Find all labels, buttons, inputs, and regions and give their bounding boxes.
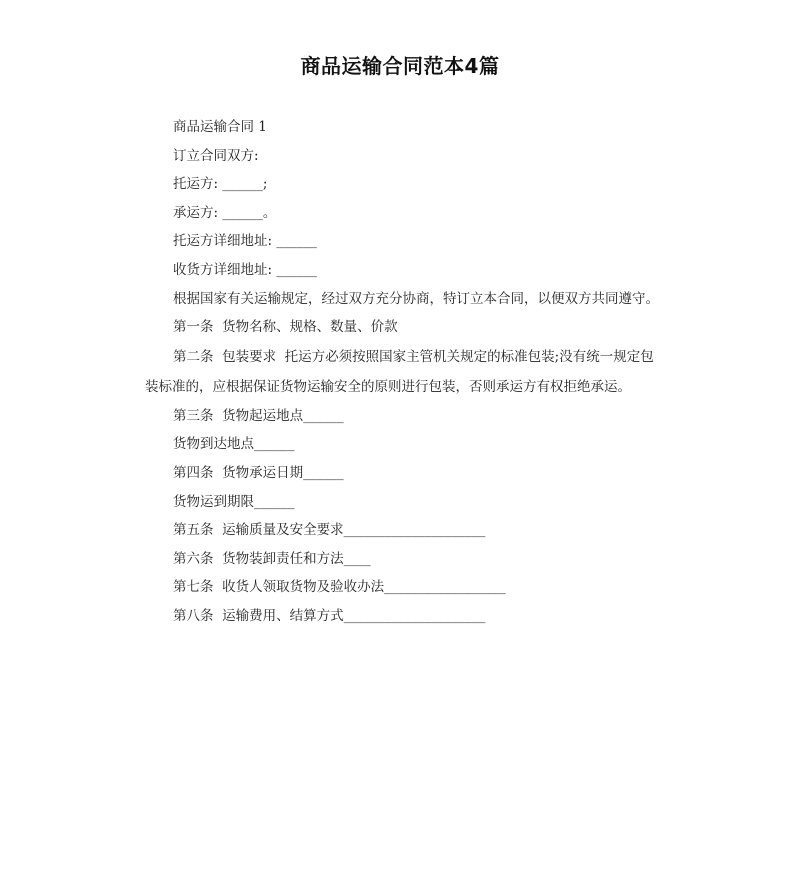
paragraph: 第八条 运输费用、结算方式_____________________ <box>173 607 486 624</box>
paragraph: 第四条 货物承运日期______ <box>173 464 344 481</box>
paragraph: 收货方详细地址: ______ <box>173 261 317 278</box>
paragraph: 托运方: ______; <box>173 176 268 193</box>
paragraph: 第六条 货物装卸责任和方法____ <box>173 550 371 567</box>
paragraph: 第五条 运输质量及安全要求_____________________ <box>173 522 486 539</box>
paragraph: 货物到达地点______ <box>173 436 295 453</box>
paragraph: 根据国家有关运输规定，经过双方充分协商，特订立本合同，以便双方共同遵守。 <box>173 290 659 307</box>
paragraph: 第三条 货物起运地点______ <box>173 407 344 424</box>
paragraph: 第七条 收货人领取货物及验收办法__________________ <box>173 579 506 596</box>
paragraph: 第一条 货物名称、规格、数量、价款 <box>173 319 398 336</box>
paragraph: 托运方详细地址: ______ <box>173 233 317 250</box>
document-body <box>145 113 665 631</box>
paragraph: 商品运输合同 1 <box>173 119 267 135</box>
paragraph: 第二条 包装要求 托运方必须按照国家主管机关规定的标准包装;没有统一规定包装标准的，应根据保证货物运输安全的原则进行包装，否则承运方有权拒绝承运。 <box>145 348 654 395</box>
paragraph: 订立合同双方: <box>173 147 259 164</box>
document-title: 商品运输合同范本4篇 <box>300 54 500 78</box>
paragraph: 承运方: ______。 <box>173 204 277 221</box>
paragraph: 货物运到期限______ <box>173 493 295 510</box>
